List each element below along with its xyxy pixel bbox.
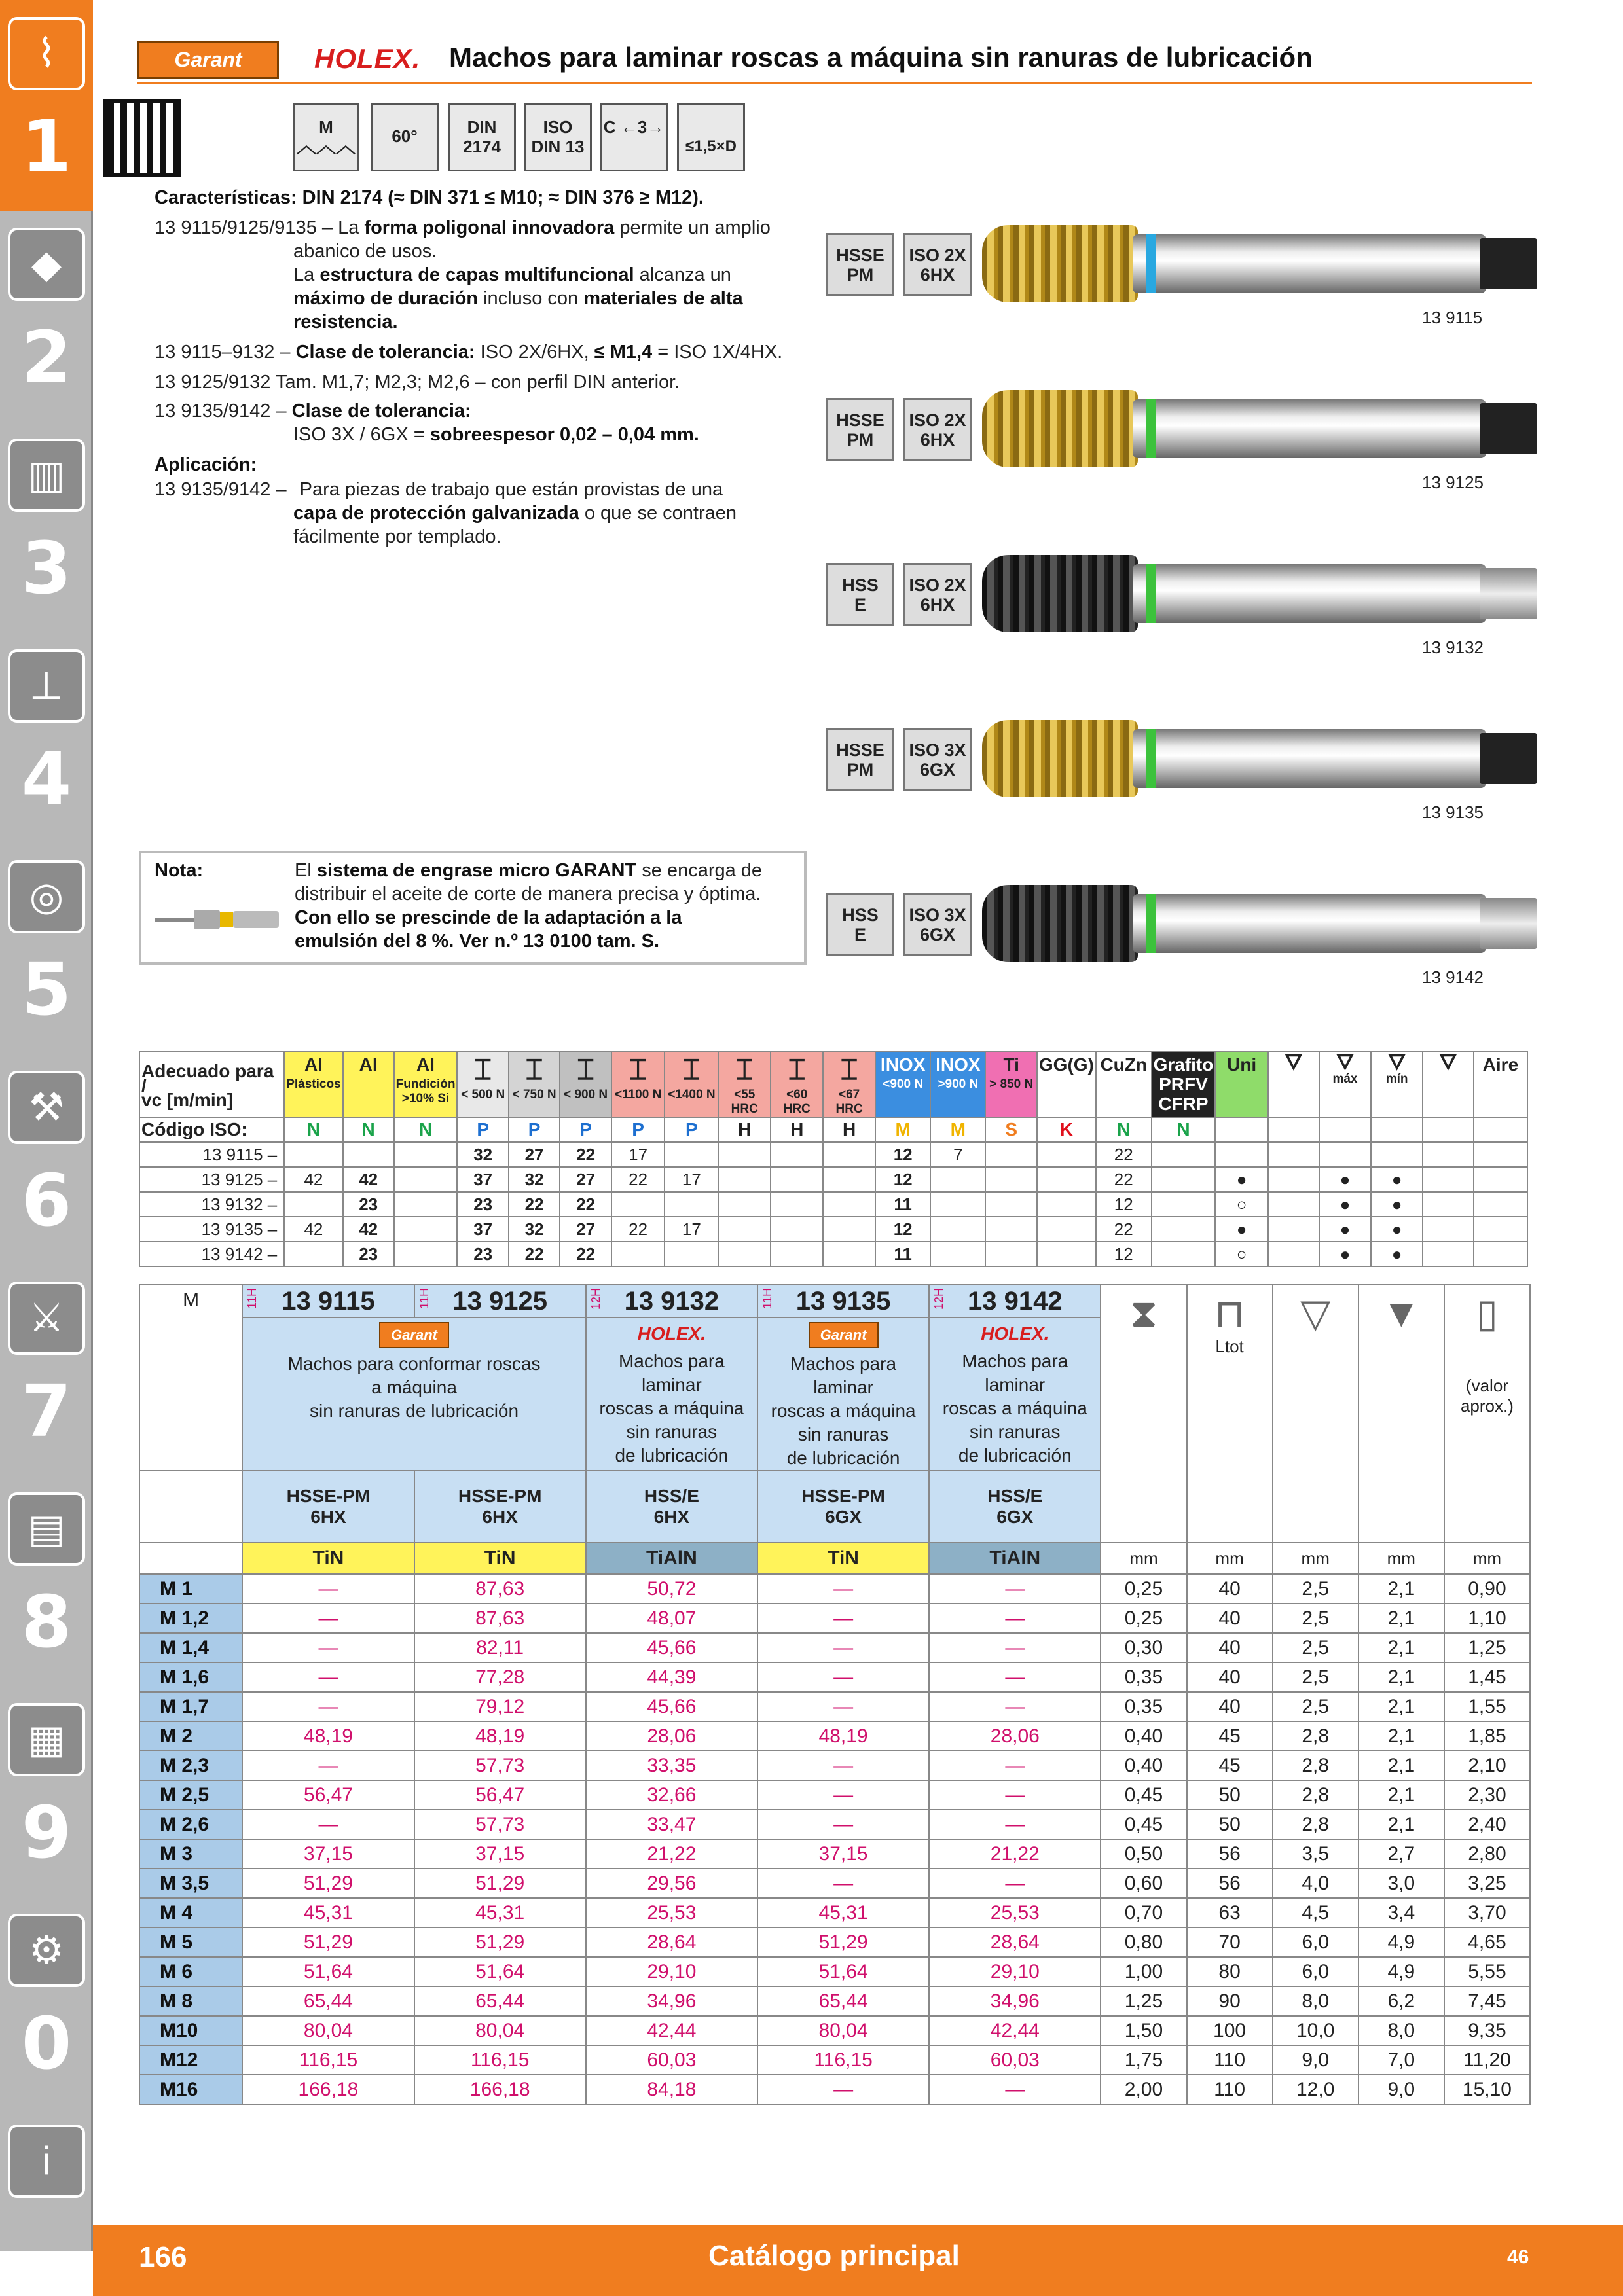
sidebar-chapter-number: 9 [21,1791,72,1874]
material-header: ⌶ < 750 N [509,1052,560,1117]
price-cell[interactable]: 116,15 [757,2045,929,2075]
price-cell[interactable]: 116,15 [242,2045,414,2075]
coating-label: TiAlN [586,1543,757,1574]
tool-material-badge: HSSE PM [826,728,894,791]
table-row: M 3 37,15 37,15 21,22 37,15 21,22 0,50 56 3,5 2,7 2,80 [139,1839,1530,1869]
price-cell[interactable]: 84,18 [586,2075,757,2104]
material-header: ⌶ <55 HRC [718,1052,771,1117]
tool-tolerance-badge: ISO 2X 6HX [903,233,972,296]
price-cell[interactable]: 48,07 [586,1604,757,1633]
price-cell[interactable]: — [242,1751,414,1780]
coolant-icon: 🜄 [1284,1050,1303,1074]
table-row: M10 80,04 80,04 42,44 80,04 42,44 1,50 100 10,0 8,0 9,35 [139,2016,1530,2045]
product-header: 12H 13 9132 [586,1285,757,1318]
qr-code-icon[interactable] [103,99,181,177]
price-cell[interactable]: 56,47 [242,1780,414,1810]
material-header: Ti > 850 N [985,1052,1036,1117]
price-cell[interactable]: — [242,1574,414,1604]
table-row: M 8 65,44 65,44 34,96 65,44 34,96 1,25 90 8,0 6,2 7,45 [139,1986,1530,2016]
tool-tolerance-badge: ISO 2X 6HX [903,563,972,626]
suit-row: 13 9142 – 23 23 22 22 11 12 ○ ● ● [139,1242,1527,1266]
price-cell[interactable]: — [757,1633,929,1662]
price-cell[interactable]: — [757,1604,929,1633]
caliper-icon: ⊥ [8,649,85,723]
material-header: ⌶ <60 HRC [771,1052,823,1117]
steel-beam-icon: ⌶ [840,1054,858,1086]
price-cell[interactable]: 33,47 [586,1810,757,1839]
material-spec: HSS/E 6GX [929,1471,1101,1543]
size-header: M [139,1285,242,1471]
price-cell[interactable]: 51,29 [757,1928,929,1957]
product-desc: HOLEX. Machos para laminar roscas a máquina sin ranuras de lubricación [929,1318,1101,1471]
material-spec: HSSE-PM 6HX [414,1471,586,1543]
price-cell[interactable]: 77,28 [414,1662,586,1692]
price-cell[interactable]: 42,44 [929,2016,1101,2045]
material-header: Al Fundición >10% Si [394,1052,458,1117]
price-cell[interactable]: 51,64 [414,1957,586,1986]
iso-din13-icon: ISO DIN 13 [524,103,592,171]
tap-tool-image [982,885,1537,962]
unit-label: mm [1273,1543,1359,1574]
tool-material-badge: HSSE PM [826,398,894,461]
tool-code-label: 13 9135 [1422,802,1484,822]
tool-tolerance-badge: ISO 2X 6HX [903,398,972,461]
price-cell[interactable]: — [242,1633,414,1662]
price-cell[interactable]: 37,15 [414,1839,586,1869]
table-row: M 1 — 87,63 50,72 — — 0,25 40 2,5 2,1 0,90 [139,1574,1530,1604]
empty-cell [139,1543,242,1574]
characteristics-line: Características: DIN 2174 (≈ DIN 371 ≤ M10; ≈ DIN 376 ≥ M12). [155,187,704,208]
price-cell[interactable]: — [929,1780,1101,1810]
dimension-icon: ▼ [1359,1285,1444,1543]
workbench-icon: ▤ [8,1492,85,1566]
iso-code-row: Código ISO: N N N P P P P P H H H M M S K N N [139,1117,1527,1142]
price-cell[interactable]: 42,44 [586,2016,757,2045]
product-desc: Garant Machos para laminar roscas a máquina sin ranuras de lubricación [757,1318,929,1471]
price-cell[interactable]: 80,04 [414,2016,586,2045]
saw-icon: ◎ [8,860,85,933]
material-header: ⌶ < 900 N [560,1052,611,1117]
material-header: INOX >900 N [930,1052,985,1117]
price-cell[interactable]: — [757,1574,929,1604]
desc-tolerance-2: 13 9135/9142 – Clase de tolerancia: ISO 3X / 6GX = sobreespesor 0,02 – 0,04 mm. [155,401,699,445]
price-cell[interactable]: — [242,1810,414,1839]
insert-icon: ◆ [8,228,85,301]
material-header: Aire [1474,1052,1527,1117]
page-number: 166 [139,2241,187,2273]
price-cell[interactable]: 34,96 [929,1986,1101,2016]
micro-lubrication-icon [155,906,285,932]
material-header: Uni [1215,1052,1268,1117]
tool-code-label: 13 9132 [1422,637,1484,657]
sidebar-chapter-0[interactable] [0,1897,93,2108]
price-cell[interactable]: 65,44 [414,1986,586,2016]
coating-label: TiAlN [929,1543,1101,1574]
material-header [1423,1052,1474,1117]
table-row: M 4 45,31 45,31 25,53 45,31 25,53 0,70 63 4,5 3,4 3,70 [139,1898,1530,1928]
price-cell[interactable]: — [929,2075,1101,2104]
material-header: GG(G) [1037,1052,1096,1117]
page-header [137,37,1532,84]
sidebar-chapter-number: 4 [21,737,72,821]
sidebar-chapter-1[interactable] [0,0,93,211]
tool-tolerance-badge: ISO 3X 6GX [903,728,972,791]
garant-product-desc: Garant Machos para conformar roscas a máquina sin ranuras de lubricación [242,1318,585,1471]
chapter-sidebar [0,0,93,2251]
angle-60-icon: 60° [371,103,439,171]
suit-row: 13 9115 – 32 27 22 17 12 7 22 [139,1142,1527,1167]
suitability-table [139,1051,1528,1267]
price-cell[interactable]: 45,66 [586,1692,757,1721]
steel-beam-icon: ⌶ [525,1054,543,1086]
price-cell[interactable]: 80,04 [757,2016,929,2045]
tap-tool-image [982,720,1537,797]
tool-tolerance-badge: ISO 3X 6GX [903,893,972,956]
steel-beam-icon: ⌶ [736,1054,754,1086]
desc-sizes: 13 9125/9132 Tam. M1,7; M2,3; M2,6 – con perfil DIN anterior. [155,372,680,393]
price-cell[interactable]: 48,19 [414,1721,586,1751]
price-cell[interactable]: 45,31 [757,1898,929,1928]
sidebar-chapter-9[interactable] [0,1686,93,1897]
dimension-icon: ▽ [1273,1285,1359,1543]
price-cell[interactable]: 116,15 [414,2045,586,2075]
price-cell[interactable]: 28,64 [586,1928,757,1957]
material-spec: HSSE-PM 6GX [757,1471,929,1543]
price-cell[interactable]: — [757,1751,929,1780]
price-cell[interactable]: 51,64 [242,1957,414,1986]
price-cell[interactable]: — [929,1574,1101,1604]
price-cell[interactable]: 32,66 [586,1780,757,1810]
catalog-title: Catálogo principal [708,2240,960,2272]
din-2174-icon: DIN 2174 [448,103,516,171]
coolant-icon: 🜄 [1336,1050,1355,1074]
info-icon: i [8,2125,85,2198]
note-box [139,851,807,965]
page-title: Machos para laminar roscas a máquina sin ranuras de lubricación [449,42,1313,73]
sidebar-chapter-5[interactable] [0,843,93,1054]
coating-label: TiN [757,1543,929,1574]
sidebar-chapter-i[interactable] [0,2108,93,2296]
price-cell[interactable]: — [929,1869,1101,1898]
chamfer-c-icon: C ←3→ [600,103,668,171]
price-cell[interactable]: 51,29 [242,1869,414,1898]
sidebar-chapter-8[interactable] [0,1475,93,1686]
coating-label: TiN [242,1543,414,1574]
price-cell[interactable]: — [757,1780,929,1810]
material-header: Grafito PRFV CFRP [1152,1052,1216,1117]
table-row: M 5 51,29 51,29 28,64 51,29 28,64 0,80 70 6,0 4,9 4,65 [139,1928,1530,1957]
price-cell[interactable]: 28,06 [586,1721,757,1751]
price-cell[interactable]: — [929,1692,1101,1721]
price-cell[interactable]: — [929,1604,1101,1633]
price-cell[interactable]: 48,19 [757,1721,929,1751]
price-cell[interactable]: 37,15 [757,1839,929,1869]
suit-row: 13 9135 – 42 42 37 32 27 22 17 12 22 ● ● ● [139,1217,1527,1242]
price-cell[interactable]: — [242,1604,414,1633]
table-row: M 3,5 51,29 51,29 29,56 — — 0,60 56 4,0 3,0 3,25 [139,1869,1530,1898]
table-row: M 2,5 56,47 56,47 32,66 — — 0,45 50 2,8 2,1 2,30 [139,1780,1530,1810]
suit-row: 13 9132 – 23 23 22 22 11 12 ○ ● ● [139,1192,1527,1217]
tool-code-label: 13 9115 [1422,308,1483,327]
price-cell[interactable]: 57,73 [414,1751,586,1780]
price-cell[interactable]: 25,53 [586,1898,757,1928]
price-cell[interactable]: 29,10 [929,1957,1101,1986]
material-header: ⌶ <67 HRC [823,1052,875,1117]
drill-machine-icon: ⚙ [8,1914,85,1987]
garant-logo: Garant [379,1322,449,1348]
coating-label: TiN [414,1543,586,1574]
empty-cell [139,1471,242,1543]
material-header [1268,1052,1319,1117]
product-header: 11H 13 9125 [414,1285,586,1318]
desc-tolerance: 13 9115–9132 – Clase de tolerancia: ISO 2X/6HX, ≤ M1,4 = ISO 1X/4HX. [155,342,783,363]
dimension-icon: ⧗ [1101,1285,1186,1543]
table-row: M16 166,18 166,18 84,18 — — 2,00 110 12,0 9,0 15,10 [139,2075,1530,2104]
unit-label: mm [1444,1543,1530,1574]
price-cell[interactable]: 87,63 [414,1574,586,1604]
sidebar-chapter-number: 8 [21,1580,72,1664]
note-text: El sistema de engrase micro GARANT se encarga de distribuir el aceite de corte de manera precisa y óptima. Con ello se prescinde de la adaptación a la emulsión del 8 %. Ver n.º 13 0100 tam. S. [295,860,763,952]
tap-tool-image [982,225,1537,302]
garant-logo: Garant [137,41,279,79]
price-cell[interactable]: 60,03 [586,2045,757,2075]
table-row: M 1,6 — 77,28 44,39 — — 0,35 40 2,5 2,1 1,45 [139,1662,1530,1692]
edition-number: 46 [1507,2246,1529,2268]
price-cell[interactable]: 29,10 [586,1957,757,1986]
price-cell[interactable]: — [242,1662,414,1692]
page-footer [93,2225,1623,2296]
holex-logo: HOLEX. [637,1323,706,1344]
price-cell[interactable]: 45,31 [242,1898,414,1928]
steel-beam-icon: ⌶ [474,1054,492,1086]
depth-icon: ≤1,5×D [677,103,745,171]
product-header: 12H 13 9142 [929,1285,1101,1318]
tool-code-label: 13 9125 [1422,473,1484,492]
metric-thread-icon: M ︿︿︿ [293,103,359,171]
sidebar-chapter-2[interactable] [0,211,93,422]
price-cell[interactable]: — [929,1751,1101,1780]
price-cell[interactable]: — [757,1692,929,1721]
price-cell[interactable]: 37,15 [242,1839,414,1869]
price-cell[interactable]: 34,96 [586,1986,757,2016]
sidebar-chapter-3[interactable] [0,422,93,632]
tool-material-badge: HSS E [826,563,894,626]
table-row: M 2,6 — 57,73 33,47 — — 0,45 50 2,8 2,1 2,40 [139,1810,1530,1839]
material-spec: HSSE-PM 6HX [242,1471,414,1543]
desc-block-1: 13 9115/9125/9135 – La forma poligonal innovadora permite un amplio abanico de usos. La estructura de capas multifuncional alcanza un máximo de duración incluso con materiales de alta resistencia. [155,217,771,332]
note-label: Nota: [155,860,204,881]
steel-beam-icon: ⌶ [788,1054,806,1086]
material-header: ⌶ <1400 N [665,1052,718,1117]
unit-label: mm [1187,1543,1273,1574]
price-cell[interactable]: — [757,2075,929,2104]
price-cell[interactable]: 166,18 [414,2075,586,2104]
coolant-icon: 🜄 [1387,1050,1406,1074]
price-cell[interactable]: 45,66 [586,1633,757,1662]
price-cell[interactable]: 45,31 [414,1898,586,1928]
material-header: 🜄 mín [1371,1052,1423,1117]
material-header: Al [343,1052,394,1117]
sidebar-chapter-number: 3 [21,526,72,610]
steel-beam-icon: ⌶ [683,1054,701,1086]
sidebar-chapter-number: 2 [21,315,72,399]
material-header: CuZn [1096,1052,1152,1117]
table-row: M 2 48,19 48,19 28,06 48,19 28,06 0,40 45 2,8 2,1 1,85 [139,1721,1530,1751]
price-cell[interactable]: 56,47 [414,1780,586,1810]
table-row: M 2,3 — 57,73 33,35 — — 0,40 45 2,8 2,1 2,10 [139,1751,1530,1780]
price-cell[interactable]: 57,73 [414,1810,586,1839]
price-cell[interactable]: — [757,1810,929,1839]
sidebar-chapter-number: 5 [21,948,72,1031]
dimension-icon: ⊓ Ltot [1187,1285,1273,1543]
material-header: ⌶ <1100 N [611,1052,665,1117]
tap-tool-image [982,390,1537,467]
price-cell[interactable]: 51,64 [757,1957,929,1986]
material-header: Al Plásticos [284,1052,342,1117]
price-cell[interactable]: — [929,1662,1101,1692]
table-row: M12 116,15 116,15 60,03 116,15 60,03 1,75 110 9,0 7,0 11,20 [139,2045,1530,2075]
price-cell[interactable]: 80,04 [242,2016,414,2045]
price-cell[interactable]: 65,44 [242,1986,414,2016]
tool-code-label: 13 9142 [1422,967,1484,987]
price-cell[interactable]: 28,64 [929,1928,1101,1957]
suit-label: Adecuado para / vc [m/min] [139,1052,284,1117]
cabinet-icon: ▦ [8,1703,85,1776]
sidebar-chapter-number: 6 [21,1158,72,1242]
unit-label: mm [1359,1543,1444,1574]
material-header: INOX <900 N [875,1052,930,1117]
price-cell[interactable]: 82,11 [414,1633,586,1662]
price-cell[interactable]: — [757,1662,929,1692]
price-cell[interactable]: 33,35 [586,1751,757,1780]
drill-icon: ⌇ [8,17,85,90]
wrench-icon: ⚒ [8,1071,85,1144]
price-cell[interactable]: 60,03 [929,2045,1101,2075]
price-cell[interactable]: — [242,1692,414,1721]
price-cell[interactable]: 44,39 [586,1662,757,1692]
holex-logo: HOLEX. [981,1323,1049,1344]
product-header: 11H 13 9115 [242,1285,414,1318]
price-cell[interactable]: 166,18 [242,2075,414,2104]
price-cell[interactable]: 79,12 [414,1692,586,1721]
price-cell[interactable]: — [929,1633,1101,1662]
tool-material-badge: HSS E [826,893,894,956]
product-desc: HOLEX. Machos para laminar roscas a máquina sin ranuras de lubricación [586,1318,757,1471]
material-header: 🜄 máx [1319,1052,1371,1117]
table-row: M 1,2 — 87,63 48,07 — — 0,25 40 2,5 2,1 1,10 [139,1604,1530,1633]
price-cell[interactable]: 51,29 [414,1928,586,1957]
article-table [139,1284,1531,2105]
tap-icon: ▥ [8,439,85,512]
price-cell[interactable]: 50,72 [586,1574,757,1604]
garant-logo: Garant [809,1322,879,1348]
price-cell[interactable]: 48,19 [242,1721,414,1751]
coolant-icon: 🜄 [1438,1050,1457,1074]
holex-logo: HOLEX. [314,43,421,74]
sidebar-chapter-number: 0 [21,2001,72,2085]
sidebar-chapter-4[interactable] [0,632,93,843]
sidebar-chapter-number: 7 [21,1369,72,1453]
application-text: 13 9135/9142 – Para piezas de trabajo que están provistas de una capa de protección galvanizada o que se contraen fácilmente por templado. [155,479,737,547]
price-cell[interactable]: 65,44 [757,1986,929,2016]
price-cell[interactable]: 25,53 [929,1898,1101,1928]
table-row: M 6 51,64 51,64 29,10 51,64 29,10 1,00 80 6,0 4,9 5,55 [139,1957,1530,1986]
unit-label: mm [1101,1543,1186,1574]
price-cell[interactable]: 21,22 [929,1839,1101,1869]
material-spec: HSS/E 6HX [586,1471,757,1543]
price-cell[interactable]: 29,56 [586,1869,757,1898]
price-cell[interactable]: 51,29 [242,1928,414,1957]
steel-beam-icon: ⌶ [577,1054,594,1086]
price-cell[interactable]: — [929,1810,1101,1839]
price-cell[interactable]: — [757,1869,929,1898]
price-cell[interactable]: 51,29 [414,1869,586,1898]
dimension-icon: ▯ (valor aprox.) [1444,1285,1530,1543]
application-title: Aplicación: [155,454,257,475]
pliers-icon: ⚔ [8,1282,85,1355]
price-cell[interactable]: 87,63 [414,1604,586,1633]
sidebar-chapter-7[interactable] [0,1265,93,1475]
sidebar-chapter-number: 1 [21,105,72,188]
price-cell[interactable]: 28,06 [929,1721,1101,1751]
suit-row: 13 9125 – 42 42 37 32 27 22 17 12 22 ● ● ● [139,1167,1527,1192]
table-row: M 1,7 — 79,12 45,66 — — 0,35 40 2,5 2,1 1,55 [139,1692,1530,1721]
tool-material-badge: HSSE PM [826,233,894,296]
material-header: ⌶ < 500 N [457,1052,508,1117]
steel-beam-icon: ⌶ [629,1054,647,1086]
sidebar-chapter-6[interactable] [0,1054,93,1265]
table-row: M 1,4 — 82,11 45,66 — — 0,30 40 2,5 2,1 1,25 [139,1633,1530,1662]
product-header: 11H 13 9135 [757,1285,929,1318]
tap-tool-image [982,555,1537,632]
price-cell[interactable]: 21,22 [586,1839,757,1869]
